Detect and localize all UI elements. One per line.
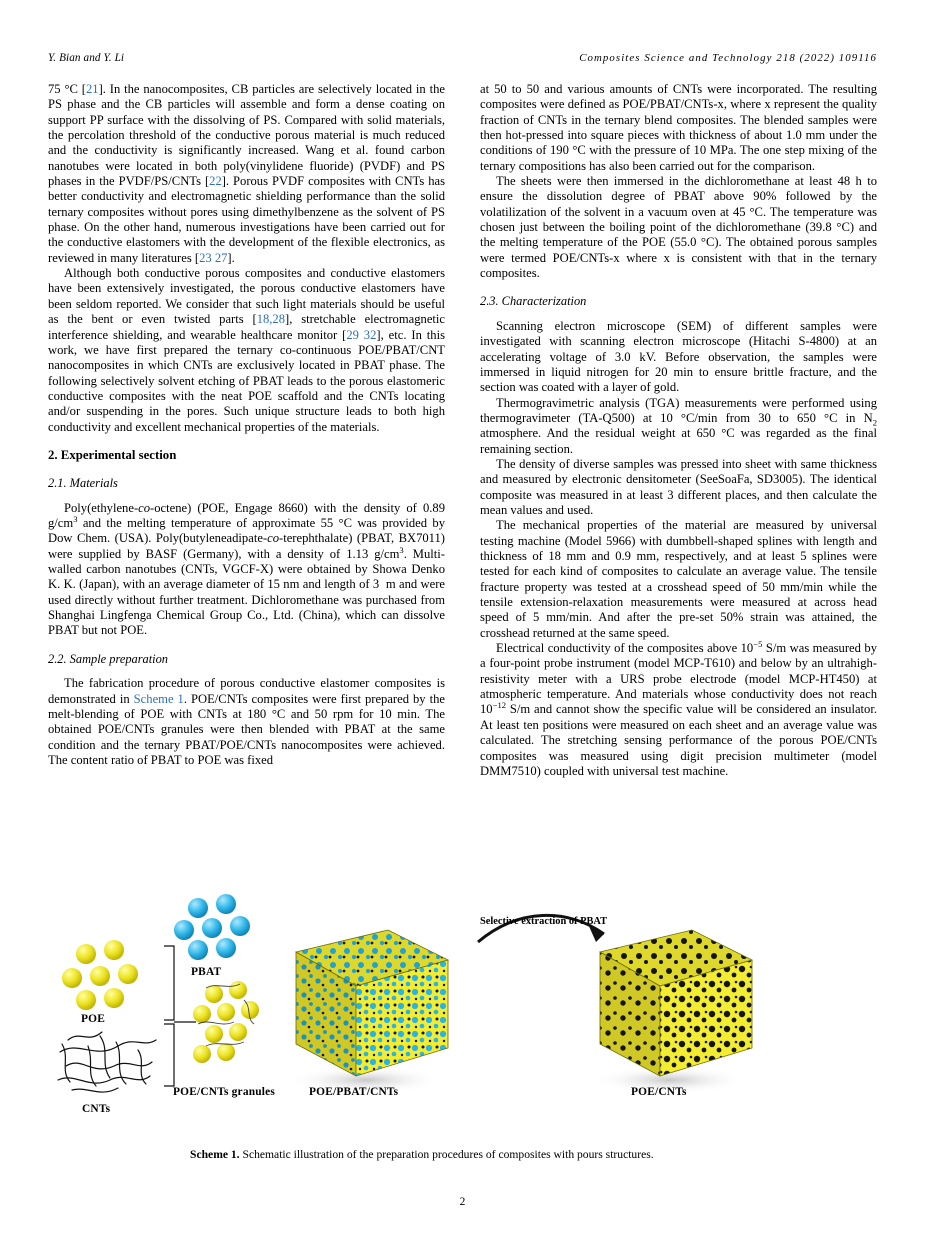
figure-label-poe: POE — [81, 1013, 106, 1025]
citation-link-21[interactable]: 21 — [85, 82, 99, 96]
figure-label-porous: POE/CNTs — [631, 1086, 687, 1098]
scheme-1-figure — [48, 890, 877, 1180]
figure-caption — [190, 1148, 790, 1162]
right-column — [480, 82, 877, 779]
figure-label-arrow-text: Selective extraction of PBAT — [480, 916, 608, 927]
citation-link-18-28[interactable]: 18,28 — [256, 312, 286, 327]
scheme-diagram — [48, 890, 877, 1135]
paragraph-right-3: Scanning electron microscope (SEM) of different samples were investigated with scanning electron microscope (Hitachi S-4800) at an accelerating voltage of 3.0 kV. Before observation, the samples were immersed in liquid nitrogen for 20 min to ensure brittle fracture, and the section was coated with a layer of gold. — [480, 318, 877, 395]
figure-label-ternary: POE/PBAT/CNTs — [309, 1086, 399, 1098]
citation-link-22[interactable]: 22 — [209, 174, 222, 189]
poe-particles — [62, 940, 138, 1010]
running-head-journal: Composites Science and Technology 218 (2022) 109116 — [579, 52, 877, 64]
figure-caption-label: Scheme 1. — [190, 1148, 240, 1161]
porous-composite-cube — [592, 930, 752, 1094]
subsection-heading-2-1: 2.1. Materials — [48, 476, 118, 491]
two-column-body — [48, 82, 877, 779]
figure-label-cnts: CNTs — [82, 1103, 111, 1115]
page-number: 2 — [459, 1196, 466, 1208]
figure-label-pbat: PBAT — [191, 966, 222, 978]
section-heading-2: 2. Experimental section — [48, 447, 177, 462]
paragraph-left-1: 75 °C [21]. In the nanocomposites, CB particles are selectively located in the PS phase and the CB particles will assemble and form a dense coating on support PP surface with the dissolving of PS. Compared with solid materials, the percolation threshold of the conductive porous material is much reduced and the conductivity is significantly increased. Wang et al. found carbon nanotubes were located in both poly(vinylidene fluoride) (PVDF) and PS phases in the PVDF/PS/CNTs [22]. Porous PVDF composites with CNTs has better conductivity and electromagnetic shielding performance than the solid ternary composites without pores using dimethylbenzene as the solvent of PS phase. On the other hand, numerous investigations have been carried out for the conductive elastomers with the development of the flexible electronics, as reviewed in many literatures [23 27]. — [48, 82, 445, 265]
figure-label-granules: POE/CNTs granules — [173, 1086, 276, 1098]
pbat-particles — [174, 894, 250, 960]
citation-link-29-32[interactable]: 29 32 — [346, 327, 377, 342]
paragraph-right-4: Thermogravimetric analysis (TGA) measurements were performed using thermogravimeter (TA-Q500) at 10 °C/min from 30 to 650 °C in $N_2$ atmosphere. And the residual weight at 650 °C was regarded as the final remaining section. — [480, 395, 877, 456]
left-column — [48, 82, 445, 779]
ternary-composite-cube — [288, 930, 448, 1094]
paragraph-left-4: The fabrication procedure of porous conductive elastomer composites is demonstrated in Scheme 1. POE/CNTs composites were first prepared by the melt-blending of POE with CNTs at 180 °C and 50 rpm for 10 min. The obtained POE/CNTs granules were then blended with PBAT at the same condition and the ternary PBAT/POE/CNTs nanocomposites were achieved. The content ratio of PBAT to POE was fixed — [48, 676, 445, 767]
running-head-authors: Y. Bian and Y. Li — [48, 52, 125, 64]
paragraph-right-7: Electrical conductivity of the composites above $10^{-5}$ S/m was measured by a four-point probe instrument (model MCP-T610) and below by an ultrahigh-resistivity meter with a URS probe electrode (model MCP-HT450) at atmospheric temperature. And materials whose conductivity does not reach $10^{-12}$ S/m and cannot show the specific value will be considered an insulator. At least ten positions were measured on each sheet and an average value was calculated. The stretching sensing performance of the porous POE/CNTs composites was measured using digit precision multimeter (model DMM7510) coupled with universal test machine. — [480, 638, 878, 778]
paragraph-left-2: Although both conductive porous composites and conductive elastomers have been extensively investigated, the porous conductive elastomers have been seldom reported. We consider that such light materials should be useful as the bent or even twisted parts [18,28], stretchable electromagnetic interference shielding, and wearable healthcare monitor [29 32], etc. In this work, we have first prepared the ternary co-continuous POE/PBAT/CNT nanocomposites in which CNTs are exclusively located in PBAT phase. The following selectively solvent etching of PBAT leads to the porous elastomeric conductive composites with the neat POE scaffold and the CNTs locating and/or suspending in the pores. Such unique structure leads to both high conductivity and excellent mechanical properties of the materials. — [48, 266, 445, 434]
citation-link-23-27[interactable]: 23 27 — [199, 250, 228, 265]
paragraph-right-2: The sheets were then immersed in the dichloromethane at least 48 h to ensure the dissolution degree of PBAT above 90% followed by the volatilization of the solvent in a vacuum oven at 45 °C. The temperature was chosen just between the boiling point of the dichloromethane (39.8 °C) and the melting temperature of the POE (55.0 °C). The obtained porous samples were termed POE/CNTs-x where x is consistent with that in the ternary composites. — [480, 174, 877, 281]
scheme-reference-link[interactable]: Scheme 1 — [133, 691, 184, 706]
paragraph-left-3: Poly(ethylene-co-octene) (POE, Engage 8660) with the density of 0.89 $g/cm^3$ and the melting temperature of approximate 55 °C was provided by Dow Chem. (USA). Poly(butyleneadipate-co-terephthalate) (PBAT, BX7011) were supplied by BASF (Germany), with a density of 1.13 $g/cm^3$. Multi-walled carbon nanotubes (CNTs, VGCF-X) were obtained by Showa Denko K. K. (Japan), with an average diameter of 15 nm and length of 3 m and were used directly without further treatment. Dichloromethane was purchased from Shanghai Lingfenga Chemical Group Co., Ltd. (China), which can dissolve PBAT but not POE. — [48, 500, 445, 638]
cnt-particles — [58, 1032, 156, 1092]
scheme-1-canvas — [48, 890, 877, 1135]
running-head — [48, 52, 877, 64]
paragraph-right-1: at 50 to 50 and various amounts of CNTs were incorporated. The resulting composites were defined as POE/PBAT/CNTs-x, where x represent the quality fraction of CNTs in the ternary blend composites. The blended samples were then hot-pressed into square pieces with thickness of about 1.0 mm under the conditions of 190 °C with the pressure of 10 MPa. The one step mixing of the ternary compositions has also been carried out for the comparison. — [480, 82, 877, 173]
paragraph-right-6: The mechanical properties of the material are measured by universal testing machine (Model 5966) with dumbbell-shaped splines with length and thickness of 18 mm and 0.9 mm, respectively, and at least 5 splines were tested for each kind of composites to calculate an average value. The tensile fracture property was tested at a crosshead speed of 50 mm/min while the tensile extension-relaxation measurements were measured at across head speed of 5 mm/min. And after the pre-set 50% strain was attained, the crosshead returned at the same speed. — [480, 518, 877, 640]
poe-cnts-granules — [193, 981, 259, 1063]
paragraph-right-5: The density of diverse samples was pressed into sheet with same thickness and measured by electronic densitometer (SeeSoaFa, SD3005). The identical composite was measured in at least 3 different places, and then calculate the mean values and used. — [480, 456, 877, 517]
figure-caption-text: Schematic illustration of the preparation procedures of composites with pours structures. — [242, 1148, 654, 1161]
subsection-heading-2-3: 2.3. Characterization — [480, 294, 587, 309]
subsection-heading-2-2: 2.2. Sample preparation — [48, 651, 168, 666]
